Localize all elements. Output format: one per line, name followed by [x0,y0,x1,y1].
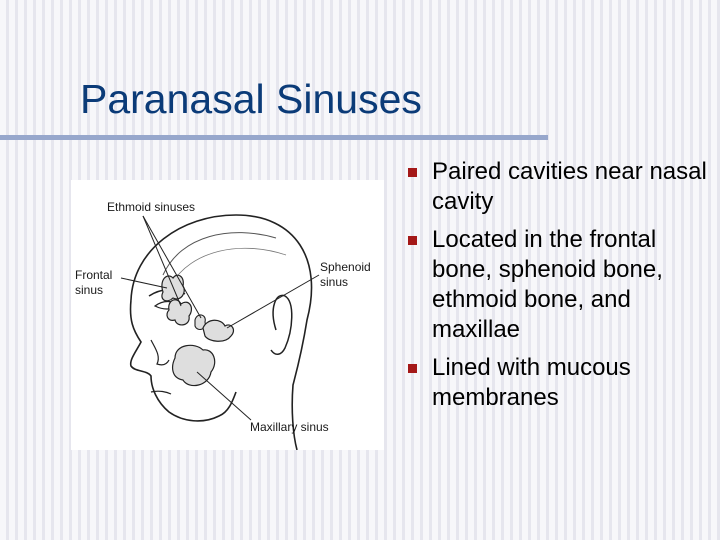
sinus-illustration [71,180,384,450]
ethmoid-pointer [143,216,181,306]
bullet-square-icon [408,364,417,373]
bullet-list [406,157,718,421]
maxillary-sinus [173,345,215,385]
sphenoid-label-line2: sinus [320,275,349,289]
bullet-square-icon [408,168,417,177]
bullet-item [406,353,718,413]
bullet-item [406,157,718,217]
head-drawing [71,180,384,450]
ear [271,295,292,354]
bullet-text: Located in the frontal bone, sphenoid bone, ethmoid bone, and maxillae [432,226,663,343]
ethmoid-sinus [167,300,191,325]
bullet-item [406,225,718,345]
bullet-square-icon [408,236,417,245]
sphenoid-sinus [203,320,233,341]
frontal-label-line1: Frontal [75,268,113,282]
ethmoid-label: Ethmoid sinuses [107,200,196,214]
nose [151,340,169,365]
title-divider [0,135,548,140]
bullet-text: Lined with mucous membranes [432,354,631,411]
sphenoid-label-line1: Sphenoid [320,260,371,274]
frontal-pointer [121,278,167,288]
slide-title: Paranasal Sinuses [80,76,422,122]
frontal-label-line2: sinus [75,283,104,297]
maxillary-label: Maxillary sinus [250,420,329,434]
bullet-text: Paired cavities near nasal cavity [432,158,707,215]
